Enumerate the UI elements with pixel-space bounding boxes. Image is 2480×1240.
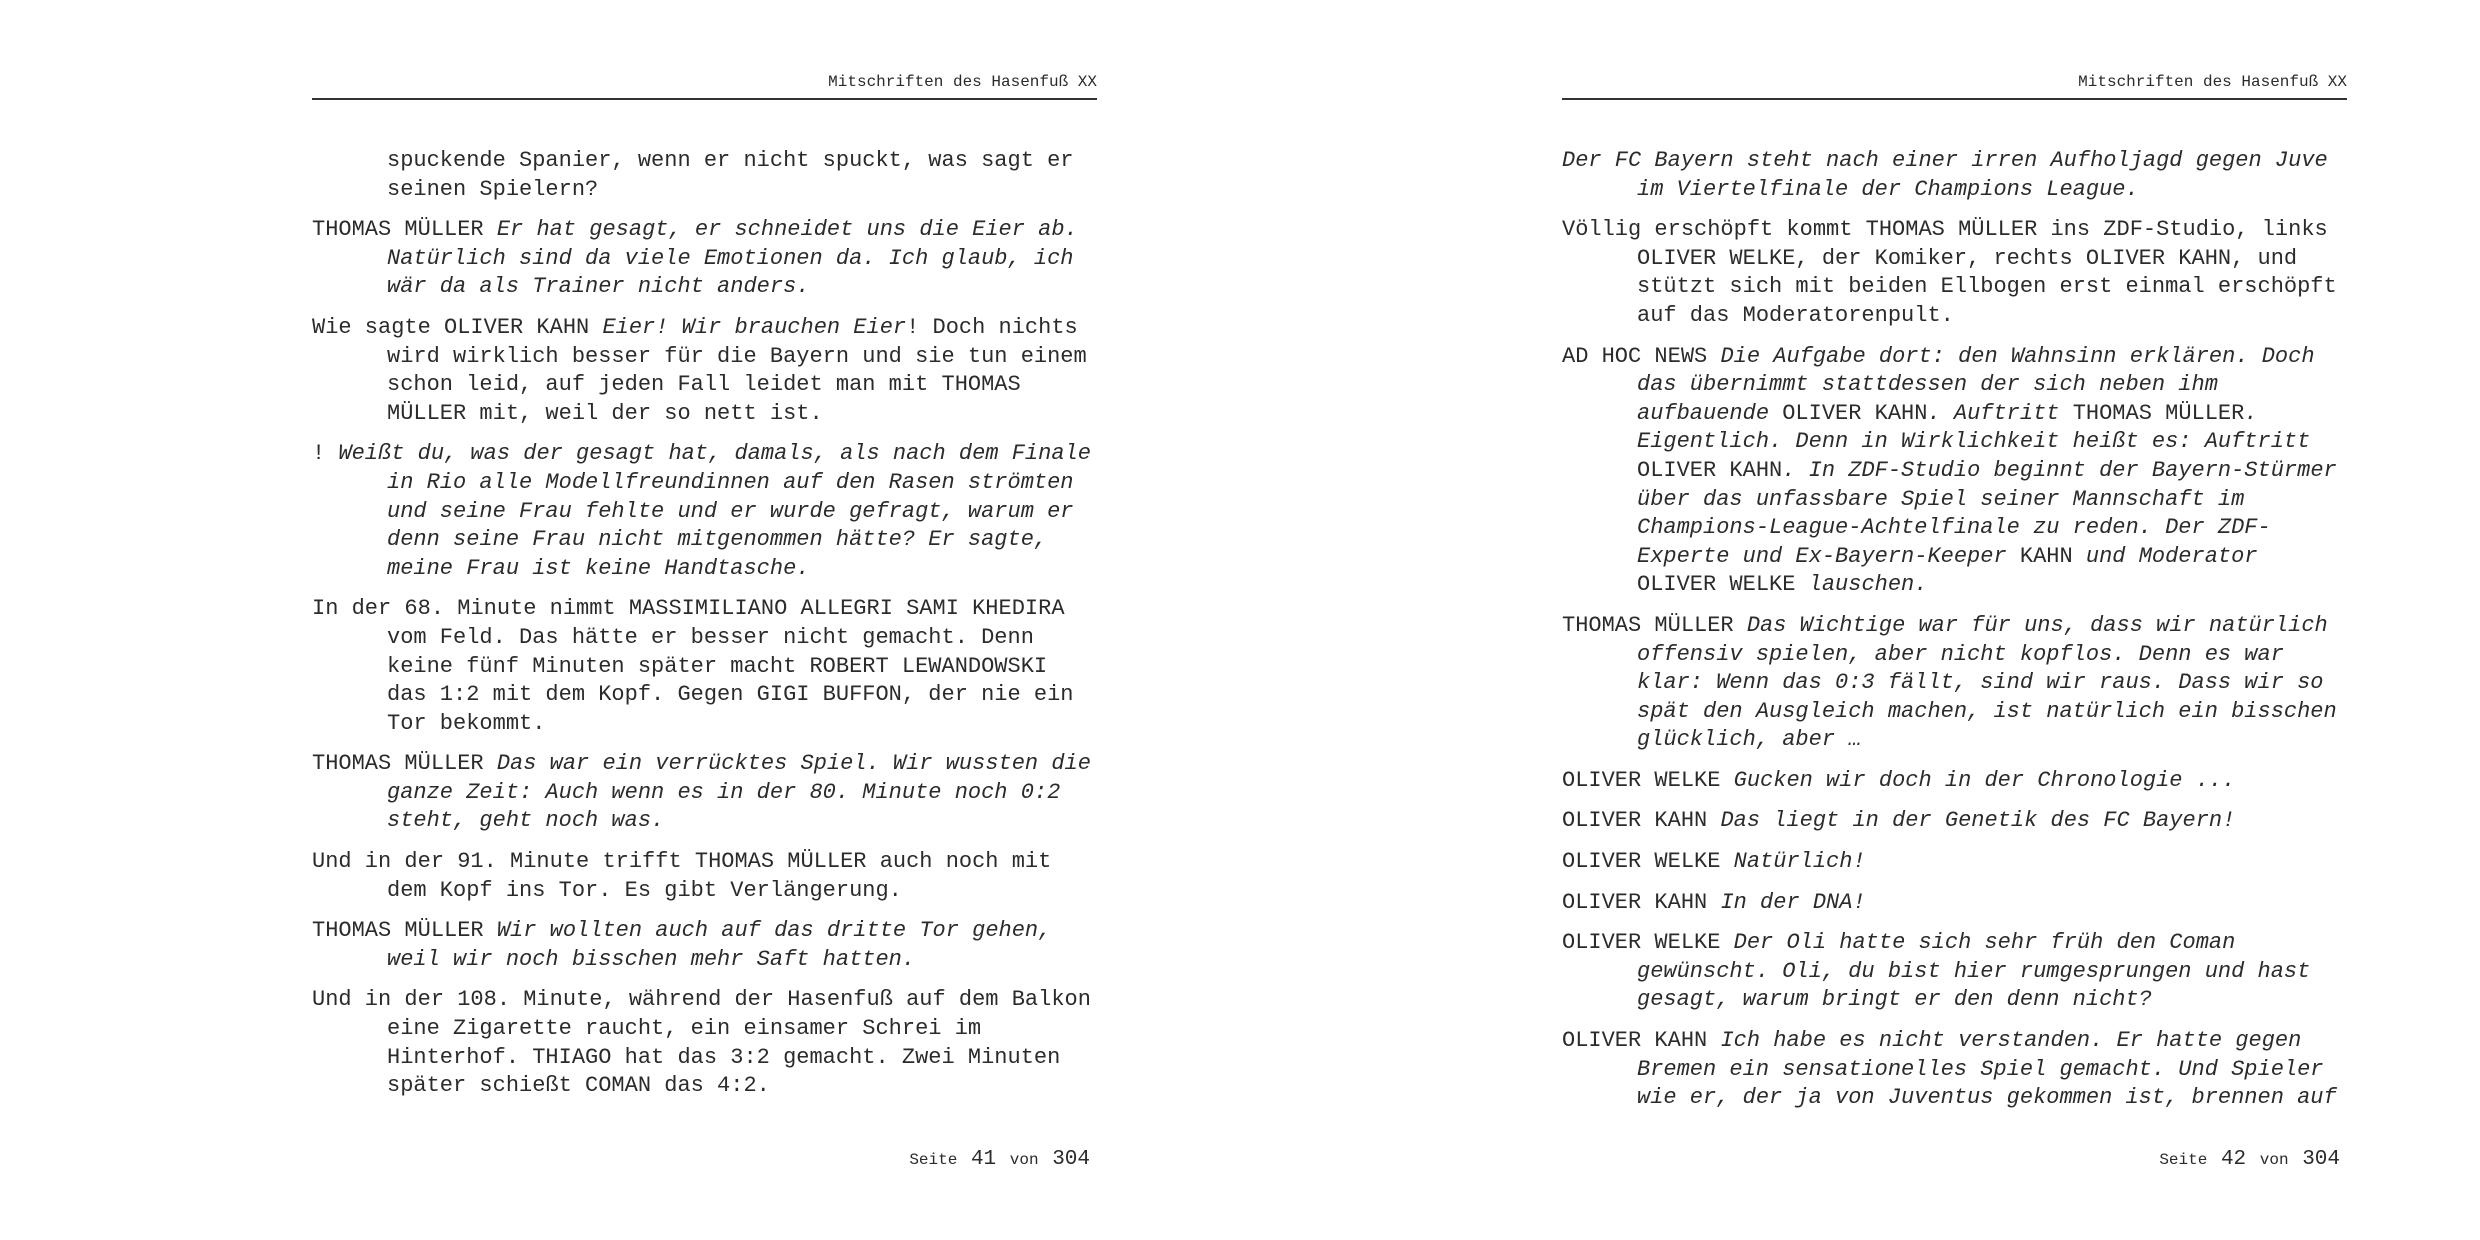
footer-mid: von — [2259, 1151, 2289, 1169]
speaker-name: THOMAS MÜLLER — [312, 918, 484, 944]
paragraph — [1562, 343, 2347, 600]
footer-prefix: Seite — [2159, 1151, 2208, 1169]
paragraph — [1562, 807, 2347, 836]
paragraph — [312, 917, 1097, 974]
spoken-text: Das Wichtige war für uns, dass wir natürlich offensiv spielen, aber nicht kopflos. Denn es war klar: Wenn das 0:3 fällt, sind wir raus. Dass wir so spät den Ausgleich machen, ist natürlich ein bisschen glücklich, aber … — [1637, 612, 2337, 753]
spoken-text: Die Aufgabe dort: den Wahnsinn erklären. Doch das übernimmt stattdessen der sich neben ihm aufbauende — [1637, 343, 2315, 426]
paragraph — [1562, 848, 2347, 877]
spoken-text: . Auftritt — [1927, 400, 2073, 426]
footer-mid: von — [1009, 1151, 1039, 1169]
spoken-text: Ich habe es nicht verstanden. Er hatte gegen Bremen ein sensationelles Spiel gemacht. Und Spieler wie er, der ja von Juventus gekommen ist, brennen auf — [1637, 1028, 2337, 1111]
left-page — [312, 0, 1097, 1240]
paragraph — [1562, 767, 2347, 796]
speaker-name: OLIVER KAHN — [1562, 889, 1708, 915]
footer-prefix: Seite — [909, 1151, 958, 1169]
paragraph — [312, 986, 1097, 1100]
paragraph — [312, 314, 1097, 428]
spoken-text: . In ZDF-Studio beginnt der Bayern-Stürmer über das unfassbare Spiel seiner Mannschaft im Champions-League-Achtelfinale zu reden. Der ZDF-Experte und Ex-Bayern-Keeper — [1637, 457, 2337, 569]
person-name: THOMAS MÜLLER — [2072, 400, 2245, 426]
speaker-name: AD HOC NEWS — [1562, 343, 1708, 369]
paragraph — [312, 216, 1097, 302]
paragraph — [1562, 929, 2347, 1015]
speaker-name: OLIVER KAHN — [1562, 1028, 1708, 1054]
spoken-text: Weißt du, was der gesagt hat, damals, als nach dem Finale in Rio alle Modellfreundinnen auf den Rasen strömten und seine Frau fehlte und er wurde gefragt, warum er denn seine Frau nicht mitgenommen hätte? Er sagte, meine Frau ist keine Handtasche. — [338, 441, 1091, 581]
paragraph — [1562, 612, 2347, 755]
paragraph-text: Und in der 91. Minute trifft THOMAS MÜLLER auch noch mit dem Kopf ins Tor. Es gibt Verlängerung. — [312, 849, 1052, 903]
page-header — [312, 72, 1097, 100]
page-body — [312, 147, 1097, 1113]
speaker-name: THOMAS MÜLLER — [312, 217, 484, 243]
footer-total-pages: 304 — [1052, 1148, 1090, 1171]
speaker-name: ! — [312, 441, 326, 467]
speaker-name: OLIVER WELKE — [1562, 767, 1721, 793]
paragraph — [312, 750, 1097, 836]
person-name: KAHN — [2019, 543, 2073, 569]
paragraph — [1562, 889, 2347, 918]
paragraph — [312, 848, 1097, 905]
paragraph — [1562, 1027, 2347, 1113]
paragraph — [1562, 216, 2347, 330]
spoken-text: Der FC Bayern steht nach einer irren Aufholjagd gegen Juve im Viertelfinale der Champions League. — [1562, 148, 2328, 202]
right-page — [1562, 0, 2347, 1240]
person-name: OLIVER KAHN — [1769, 400, 1928, 426]
paragraph-text: In der 68. Minute nimmt MASSIMILIANO ALLEGRI SAMI KHEDIRA vom Feld. Das hätte er besser nicht gemacht. Denn keine fünf Minuten später macht ROBERT LEWANDOWSKI das 1:2 mit dem Kopf. Gegen GIGI BUFFON, der nie ein Tor bekommt. — [312, 596, 1074, 736]
spoken-text: und Moderator — [2072, 543, 2258, 569]
footer-page-number: 42 — [2220, 1148, 2247, 1171]
paragraph-text: Völlig erschöpft kommt THOMAS MÜLLER ins ZDF-Studio, links OLIVER WELKE, der Komiker, rechts OLIVER KAHN, und stützt sich mit beiden Ellbogen erst einmal erschöpft auf das Moderatorenpult. — [1562, 217, 2337, 328]
spoken-text: Eier! Wir brauchen Eier — [602, 314, 907, 340]
page-footer — [2159, 1147, 2344, 1173]
spoken-text: Natürlich! — [1733, 849, 1866, 875]
spoken-text: Wir wollten auch auf das dritte Tor gehen, weil wir noch bisschen mehr Saft hatten. — [387, 918, 1052, 972]
person-name: OLIVER WELKE — [1637, 572, 1796, 598]
spoken-text: Er hat gesagt, er schneidet uns die Eier ab. Natürlich sind da viele Emotionen da. Ich glaub, ich wär da als Trainer nicht anders. — [387, 217, 1078, 300]
header-title: Mitschriften des Hasenfuß XX — [2078, 73, 2347, 91]
paragraph-text: ! Doch nichts wird wirklich besser für die Bayern und sie tun einem schon leid, auf jeden Fall leidet man mit THOMAS MÜLLER mit, weil der so nett ist. — [387, 314, 1087, 426]
footer-page-number: 41 — [970, 1148, 997, 1171]
spoken-text: lauschen. — [1795, 572, 1928, 598]
paragraph-text: spuckende Spanier, wenn er nicht spuckt, was sagt er seinen Spielern? — [387, 148, 1074, 202]
paragraph — [1562, 147, 2347, 204]
speaker-name: OLIVER WELKE — [1562, 849, 1721, 875]
paragraph-text: Und in der 108. Minute, während der Hasenfuß auf dem Balkon eine Zigarette raucht, ein einsamer Schrei im Hinterhof. THIAGO hat das 3:2 gemacht. Zwei Minuten später schießt COMAN das 4:2. — [312, 987, 1091, 1099]
spoken-text: . Eigentlich. Denn in Wirklichkeit heißt es: Auftritt — [1637, 400, 2311, 455]
person-name: OLIVER KAHN — [1637, 457, 1783, 483]
speaker-name: OLIVER WELKE — [1562, 930, 1721, 956]
paragraph — [312, 595, 1097, 738]
paragraph — [312, 440, 1097, 583]
speaker-name: THOMAS MÜLLER — [312, 751, 484, 777]
page-body — [1562, 147, 2347, 1125]
header-title: Mitschriften des Hasenfuß XX — [828, 73, 1097, 91]
paragraph-text: Wie sagte OLIVER KAHN — [312, 314, 590, 340]
speaker-name: OLIVER KAHN — [1562, 808, 1708, 834]
spoken-text: Der Oli hatte sich sehr früh den Coman gewünscht. Oli, du bist hier rumgesprungen und hast gesagt, warum bringt er den denn nicht? — [1637, 930, 2311, 1013]
spoken-text: Das liegt in der Genetik des FC Bayern! — [1720, 808, 2236, 834]
page-header — [1562, 72, 2347, 100]
page-footer — [909, 1147, 1094, 1173]
spoken-text: In der DNA! — [1720, 889, 1866, 915]
footer-total-pages: 304 — [2302, 1148, 2340, 1171]
speaker-name: THOMAS MÜLLER — [1562, 612, 1734, 638]
spoken-text: Gucken wir doch in der Chronologie ... — [1733, 767, 2236, 793]
spoken-text: Das war ein verrücktes Spiel. Wir wussten die ganze Zeit: Auch wenn es in der 80. Minute noch 0:2 steht, geht noch was. — [387, 751, 1091, 834]
paragraph — [312, 147, 1097, 204]
